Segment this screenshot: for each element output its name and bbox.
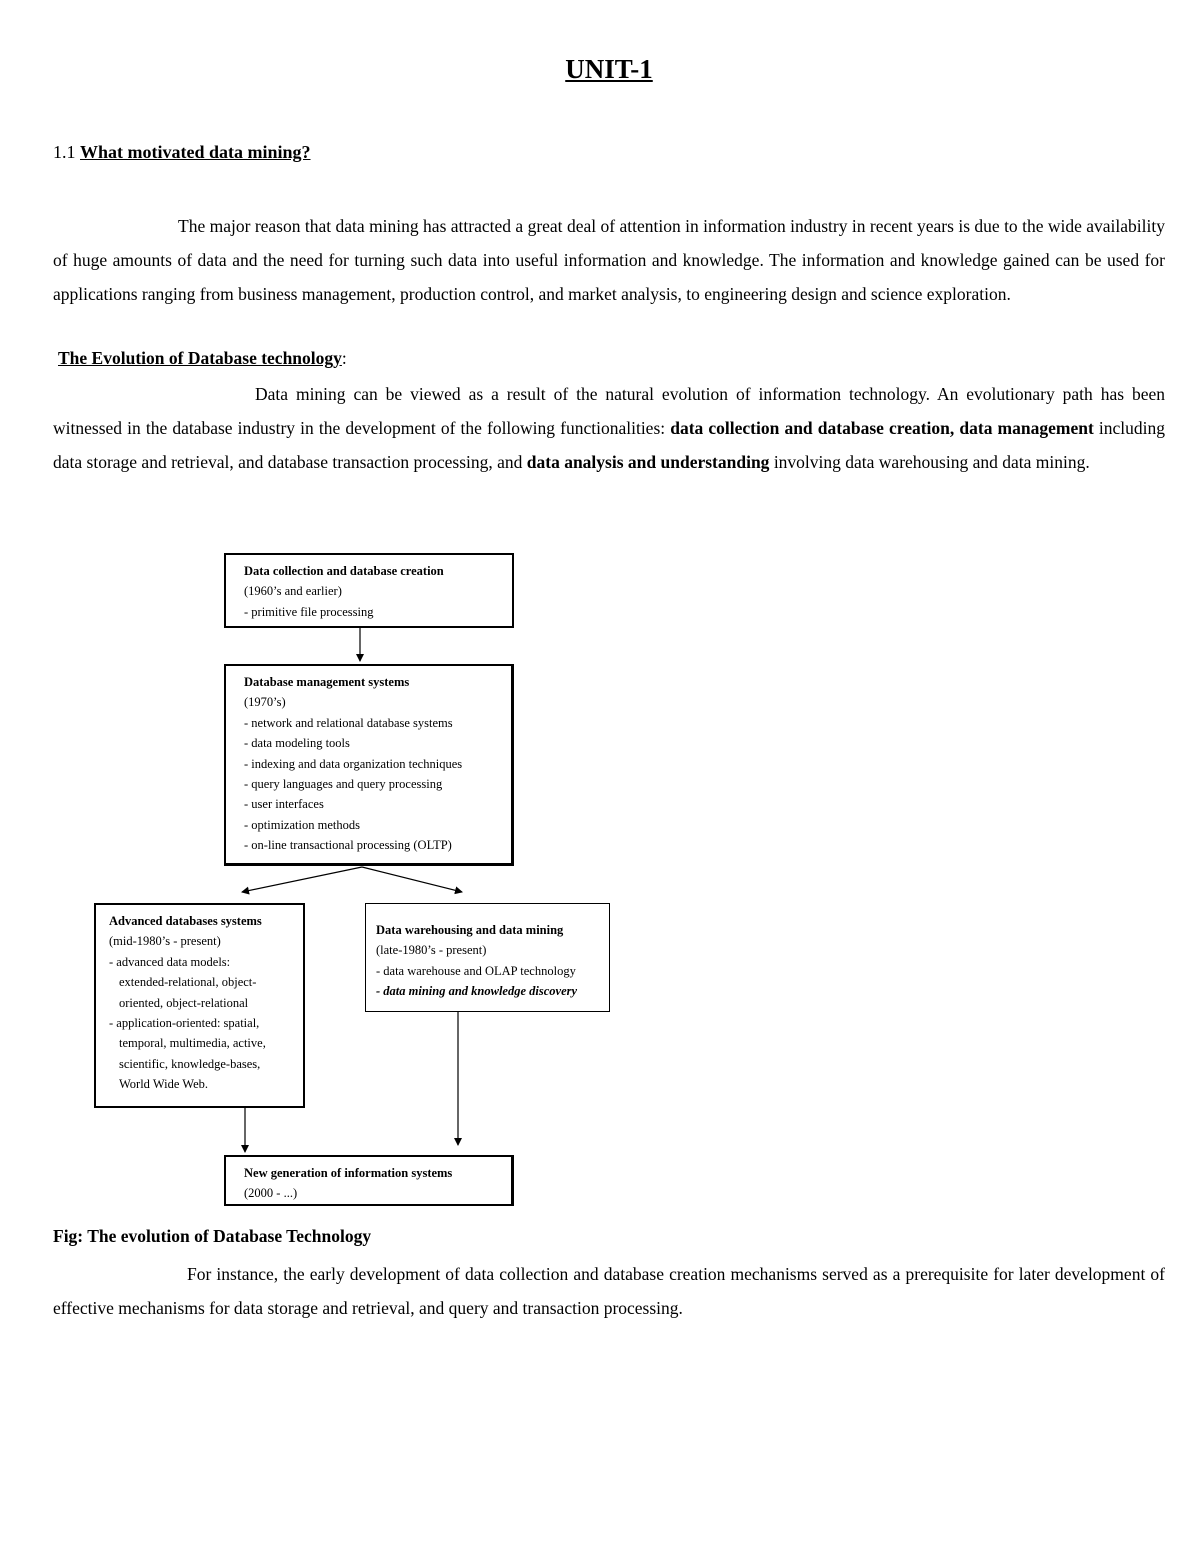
- box-title: New generation of information systems: [244, 1166, 453, 1180]
- diagram-box-database-management: [224, 664, 514, 866]
- evolution-text-3: involving data warehousing and data mining.: [769, 451, 1090, 472]
- evolution-heading-text: The Evolution of Database technology: [58, 348, 342, 368]
- diagram-box-advanced-databases: [94, 903, 305, 1108]
- evolution-bold-1: data collection and database creation, data management: [670, 417, 1094, 438]
- evolution-paragraph: [53, 378, 1165, 479]
- box-line: oriented, object-relational: [119, 995, 249, 1010]
- box-title: Advanced databases systems: [109, 914, 262, 928]
- arrow-box2-to-box4: [362, 867, 462, 892]
- section-number: 1.1: [53, 142, 76, 162]
- box-line: (1970’s): [244, 695, 286, 710]
- box-line: - data modeling tools: [244, 736, 350, 751]
- box-line: (mid-1980’s - present): [109, 934, 221, 949]
- box-line: - data warehouse and OLAP technology: [376, 963, 576, 978]
- box-line: - primitive file processing: [244, 604, 374, 619]
- box-line: - network and relational database systems: [244, 715, 453, 730]
- box-line: - on-line transactional processing (OLTP): [244, 838, 452, 853]
- box-line: scientific, knowledge-bases,: [119, 1056, 261, 1071]
- diagram-box-data-collection: [224, 553, 514, 628]
- box-line: - optimization methods: [244, 817, 360, 832]
- box-line: temporal, multimedia, active,: [119, 1036, 266, 1051]
- box-line: - data mining and knowledge discovery: [376, 984, 578, 999]
- box-line: - advanced data models:: [109, 954, 231, 969]
- section-heading: [53, 142, 311, 163]
- box-line: extended-relational, object-: [119, 975, 257, 990]
- section-heading-text: What motivated data mining?: [80, 142, 311, 162]
- box-line: (2000 - ...): [244, 1186, 298, 1201]
- evolution-text-1: Data mining can be viewed as a result of the natural evolution of information technology. An evolutionary path has been witnessed in the database industry in the development of the following functionalities:: [53, 384, 1165, 438]
- evolution-text-2: including data storage and retrieval, and database transaction processing, and: [53, 417, 1166, 472]
- page-title: UNIT-1: [565, 54, 653, 84]
- figure-caption: Fig: The evolution of Database Technology: [53, 1226, 372, 1246]
- diagram-box-data-warehousing: [365, 903, 610, 1012]
- box-line: - indexing and data organization techniques: [244, 756, 463, 771]
- evolution-bold-2: data analysis and understanding: [526, 451, 770, 472]
- evolution-heading-colon: :: [341, 348, 347, 368]
- box-line: - user interfaces: [244, 797, 324, 812]
- intro-paragraph-text: The major reason that data mining has attracted a great deal of attention in information industry in recent years is due to the wide availability of huge amounts of data and the need for turning such data into useful information and knowledge. The information and knowledge gained can be used for applications ranging from business management, production control, and market analysis, to engineering design and science exploration.: [53, 216, 1165, 304]
- evolution-heading: [58, 348, 347, 369]
- diagram-box-new-generation: [224, 1155, 514, 1206]
- box-line: World Wide Web.: [119, 1077, 209, 1092]
- intro-paragraph: [53, 210, 1165, 311]
- box-title: Database management systems: [244, 675, 410, 689]
- box-line: - application-oriented: spatial,: [109, 1016, 260, 1031]
- box-line: - query languages and query processing: [244, 777, 443, 792]
- box-line: (late-1980’s - present): [376, 943, 487, 958]
- closing-paragraph-text: For instance, the early development of data collection and database creation mechanisms served as a prerequisite for later development of effective mechanisms for data storage and retrieval, and query and transaction processing.: [53, 1264, 1165, 1318]
- box-title: Data warehousing and data mining: [376, 923, 564, 937]
- box-line: (1960’s and earlier): [244, 584, 342, 599]
- closing-paragraph: [53, 1258, 1165, 1326]
- arrow-box2-to-box3: [242, 867, 362, 892]
- box-title: Data collection and database creation: [244, 564, 444, 578]
